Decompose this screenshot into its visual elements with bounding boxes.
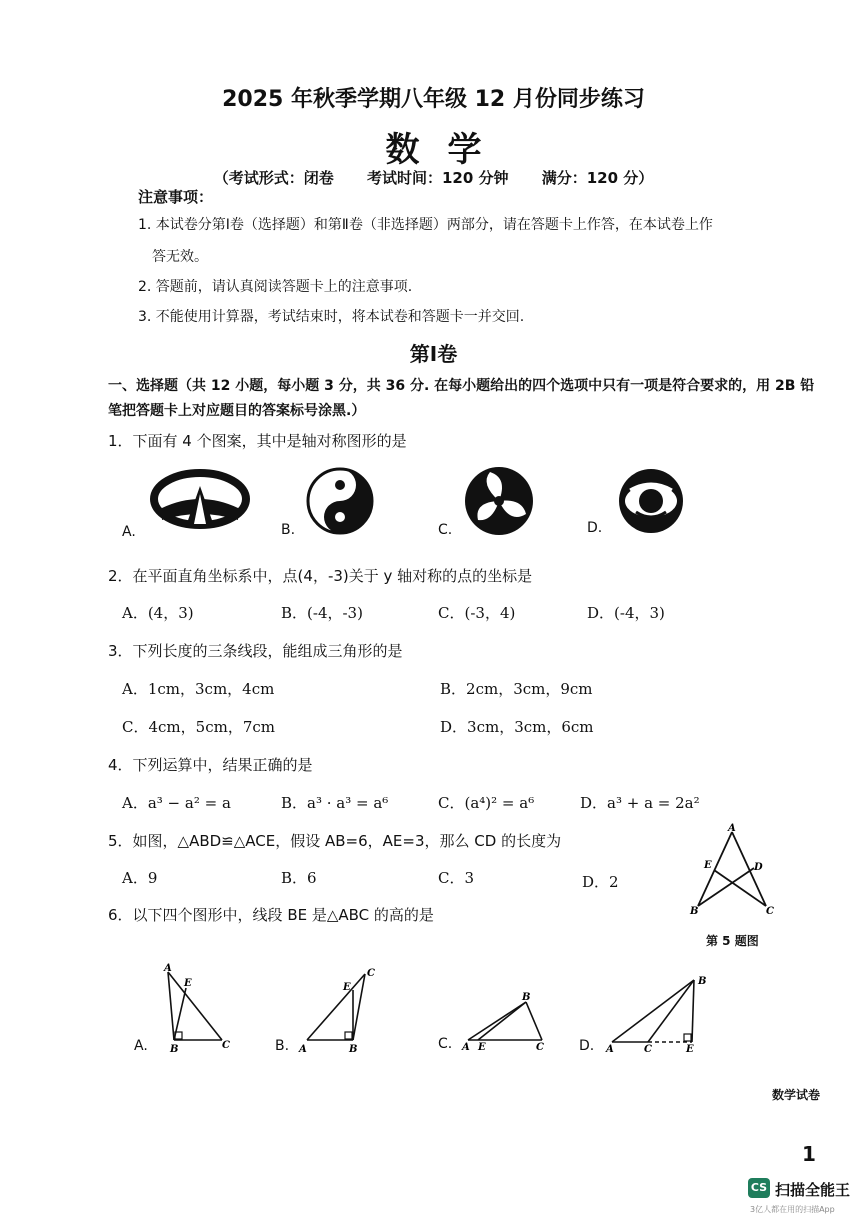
exam-format: （考试形式：闭卷 (213, 169, 334, 187)
q6-figure-a (154, 962, 244, 1054)
notice-item-3: 3. 不能使用计算器，考试结束时，将本试卷和答题卡一并交回. (138, 309, 525, 325)
scanner-app-name: 扫描全能王 (775, 1181, 851, 1199)
svg-text:E: E (184, 978, 192, 989)
q1-option-a: A. (122, 524, 136, 540)
q4-option-d: D．a³ + a = 2a² (580, 794, 700, 812)
svg-text:B: B (522, 992, 531, 1003)
q2-option-d: D．(-4，3) (587, 604, 665, 622)
page-number: 1 (802, 1142, 816, 1166)
q5-label-b: B (690, 906, 699, 917)
yin-yang-icon (305, 466, 375, 536)
q3-option-b: B．2cm，3cm，9cm (440, 680, 593, 698)
svg-text:C: C (222, 1040, 230, 1051)
q1-option-c: C. (438, 522, 453, 538)
q5-label-a: A (728, 823, 736, 834)
q6-option-d: D. (579, 1038, 595, 1054)
svg-text:A: A (606, 1044, 614, 1055)
q3-option-d: D．3cm，3cm，6cm (440, 718, 594, 736)
question-6-stem: 6．以下四个图形中，线段 BE 是△ABC 的高的是 (108, 906, 434, 924)
svg-text:A: A (164, 963, 172, 974)
q5-option-d: D．2 (582, 873, 619, 891)
infiniti-logo-icon (150, 468, 250, 534)
exam-title: 2025 年秋季学期八年级 12 月份同步练习 (222, 87, 645, 112)
q5-option-b: B．6 (281, 869, 317, 887)
q6-figure-c (456, 990, 552, 1054)
eye-emblem-icon (614, 468, 688, 534)
svg-text:E: E (343, 982, 351, 993)
section-title: 第Ⅰ卷 (409, 342, 458, 366)
q4-option-b: B．a³ · a³ = a⁶ (281, 794, 389, 812)
q6-option-b: B. (275, 1038, 290, 1054)
q4-option-c: C．(a⁴)² = a⁶ (438, 794, 535, 812)
q3-option-a: A．1cm，3cm，4cm (122, 680, 275, 698)
q6-figure-b (295, 962, 385, 1054)
question-2-stem: 2．在平面直角坐标系中，点(4，-3)关于 y 轴对称的点的坐标是 (108, 567, 533, 585)
svg-text:B: B (170, 1044, 179, 1054)
q5-option-c: C．3 (438, 869, 475, 887)
q1-option-d: D. (587, 520, 603, 536)
svg-text:A: A (462, 1042, 470, 1053)
q6-option-a: A. (134, 1038, 148, 1054)
question-5-stem: 5．如图，△ABD≌△ACE，假设 AB=6，AE=3，那么 CD 的长度为 (108, 832, 562, 850)
svg-text:B: B (698, 976, 707, 987)
svg-text:E: E (686, 1044, 694, 1055)
notice-item-1-cont: 答无效。 (152, 249, 208, 265)
footer-subject-label: 数学试卷 (772, 1088, 821, 1102)
q5-label-c: C (766, 906, 774, 917)
question-4-stem: 4．下列运算中，结果正确的是 (108, 756, 313, 774)
q1-option-b: B. (281, 522, 296, 538)
q4-option-a: A．a³ − a² = a (122, 794, 231, 812)
q2-option-c: C．(-3，4) (438, 604, 516, 622)
q5-option-a: A．9 (122, 869, 158, 887)
notice-heading: 注意事项： (138, 188, 214, 206)
scanner-logo-icon: CS (748, 1178, 770, 1198)
svg-text:B: B (349, 1044, 358, 1054)
q6-option-c: C. (438, 1036, 453, 1052)
svg-text:C: C (536, 1042, 544, 1053)
full-score: 满分：120 分） (541, 169, 654, 187)
notice-item-1: 1. 本试卷分第Ⅰ卷（选择题）和第Ⅱ卷（非选择题）两部分，请在答题卡上作答，在本试卷上作 (138, 217, 713, 233)
svg-text:C: C (367, 968, 375, 979)
q6-figure-d (600, 970, 720, 1056)
question-3-stem: 3．下列长度的三条线段，能组成三角形的是 (108, 642, 403, 660)
part1-instructions: 一、选择题（共 12 小题，每小题 3 分，共 36 分. 在每小题给出的四个选项中只有一项是符合要求的，用 2B 铅笔把答题卡上对应题目的答案标号涂黑.） (108, 378, 815, 419)
q5-figure (680, 820, 780, 920)
q5-figure-caption: 第 5 题图 (706, 934, 759, 948)
q3-option-c: C．4cm，5cm，7cm (122, 718, 275, 736)
notice-item-2: 2. 答题前，请认真阅读答题卡上的注意事项. (138, 279, 413, 295)
triple-swirl-icon (462, 464, 536, 538)
svg-text:E: E (478, 1042, 486, 1053)
question-1-stem: 1．下面有 4 个图案，其中是轴对称图形的是 (108, 432, 407, 450)
exam-time: 考试时间：120 分钟 (366, 169, 509, 187)
scanner-tagline: 3亿人都在用的扫描App (750, 1205, 835, 1214)
svg-text:C: C (644, 1044, 652, 1055)
q2-option-b: B．(-4，-3) (281, 604, 363, 622)
q2-option-a: A．(4，3) (122, 604, 194, 622)
q5-label-d: D (754, 862, 763, 873)
svg-text:A: A (299, 1044, 307, 1054)
subject-title: 数学 (385, 130, 510, 170)
exam-info (0, 167, 867, 188)
q5-label-e: E (704, 860, 712, 871)
